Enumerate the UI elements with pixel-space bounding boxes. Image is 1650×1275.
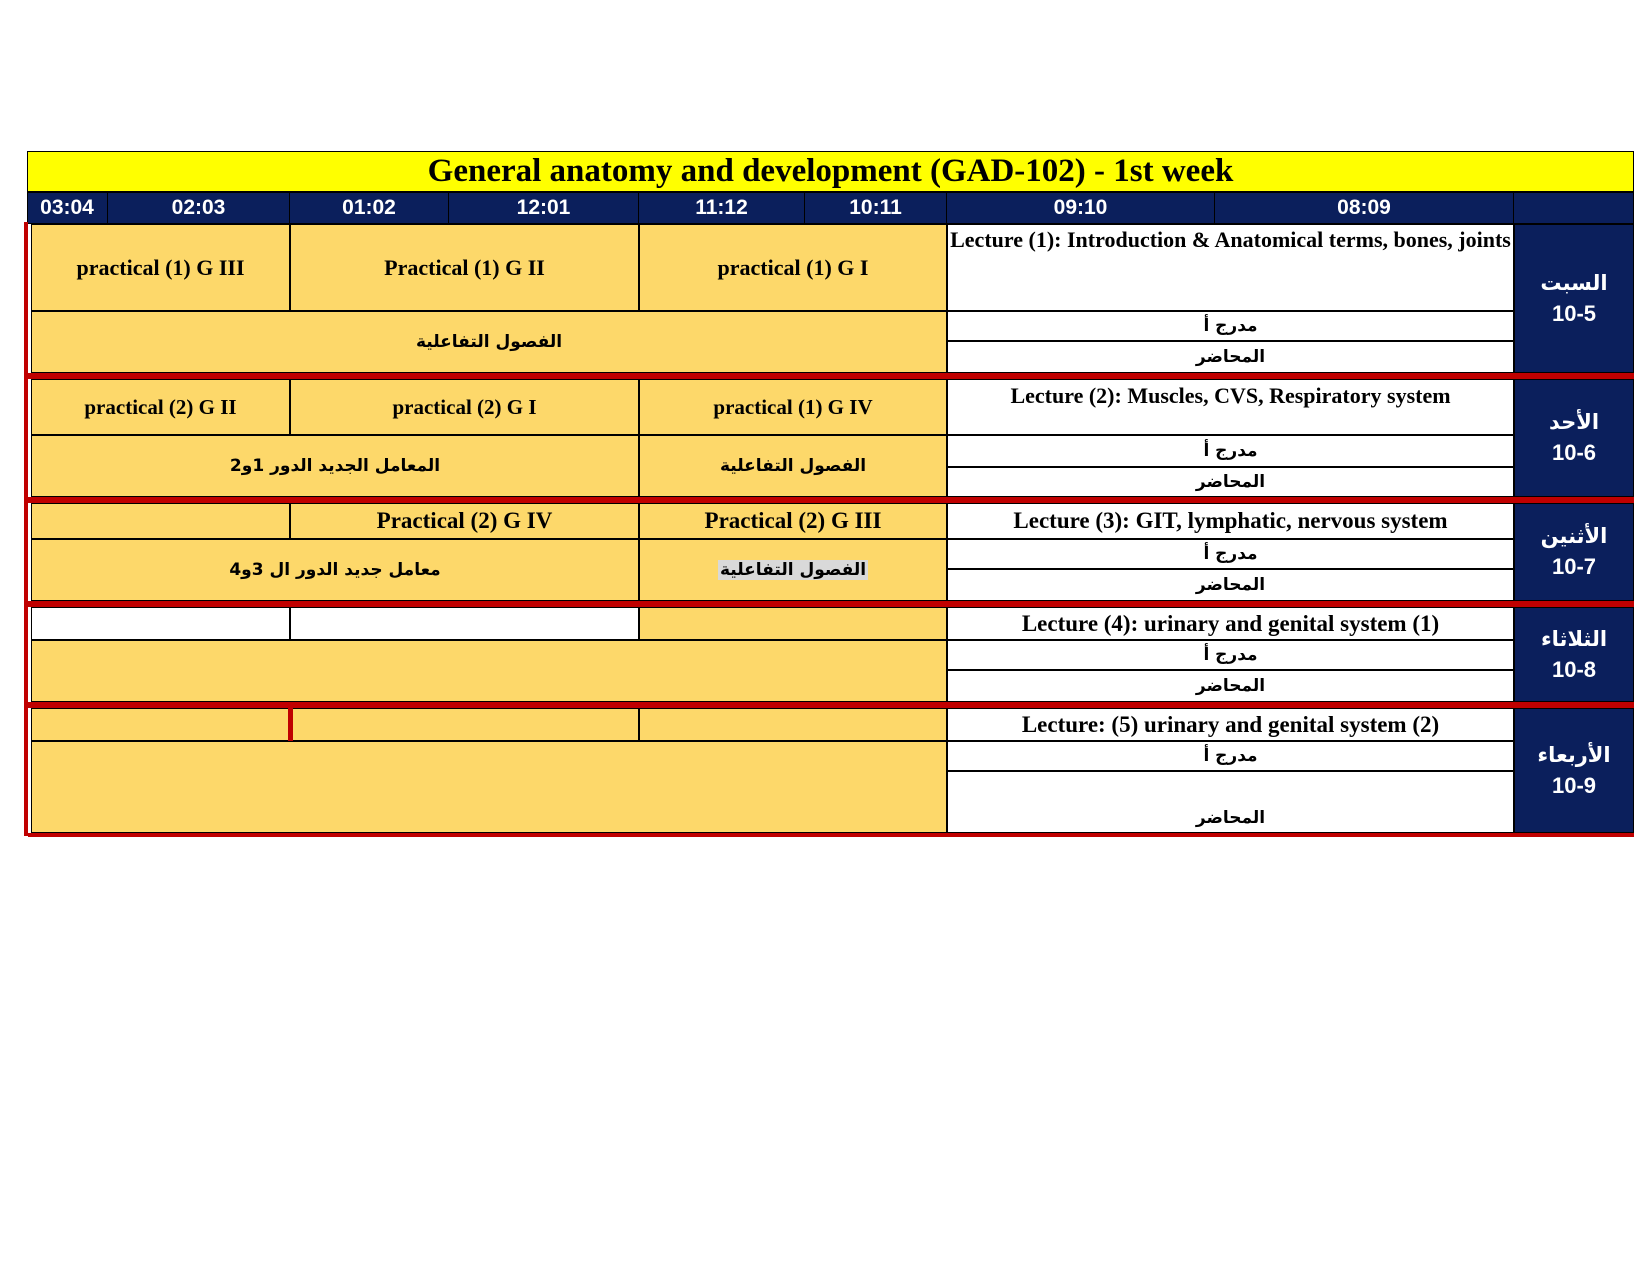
day-date: 10-5 [1551,300,1597,326]
location-cell [639,539,947,601]
day-header-blank [1514,192,1634,224]
left-red-border [24,222,28,836]
row-separator [28,373,1634,379]
empty-cell [31,708,290,741]
cell-red-mark [288,706,293,741]
day-name: الأحد [1548,410,1600,434]
time-slot-header: 10:11 [805,192,947,224]
practical-cell: Practical (2) G III [639,503,947,539]
lecture-cell: Lecture (1): Introduction & Anatomical terms, bones, joints [947,224,1514,311]
day-cell [1514,708,1634,833]
day-date: 10-9 [1551,772,1597,798]
practical-cell [31,503,290,539]
row-separator [28,497,1634,503]
schedule-title: General anatomy and development (GAD-102) - 1st week [27,151,1634,192]
lecture-hall: مدرج أ [947,741,1514,771]
practical-cell: Practical (1) G II [290,224,639,311]
lecture-cell: Lecture (3): GIT, lymphatic, nervous system [947,503,1514,539]
day-date: 10-7 [1551,554,1597,579]
day-cell [1514,224,1634,373]
lecture-hall: مدرج أ [947,539,1514,569]
time-slot-header: 03:04 [27,192,108,224]
day-name: الأثنين [1540,524,1608,548]
lecture-hall: مدرج أ [947,311,1514,341]
location-highlight: الفصول التفاعلية [719,560,867,580]
lecture-cell: Lecture: (5) urinary and genital system (2) [947,708,1514,741]
time-slot-header: 11:12 [639,192,805,224]
time-slot-header: 02:03 [108,192,290,224]
location-cell: الفصول التفاعلية [639,435,947,497]
empty-cell [639,607,947,640]
lecturer-label: المحاضر [947,341,1514,373]
lecturer-label: المحاضر [947,569,1514,601]
empty-cell [31,640,947,702]
location-cell: المعامل الجديد الدور 1و2 [31,435,639,497]
time-slot-header: 08:09 [1215,192,1514,224]
time-slot-header: 12:01 [449,192,639,224]
practical-cell: practical (2) G I [290,379,639,435]
practical-cell: practical (1) G I [639,224,947,311]
lecture-hall: مدرج أ [947,435,1514,467]
practical-cell: practical (2) G II [31,379,290,435]
day-date: 10-6 [1551,440,1597,465]
lecturer-label: المحاضر [947,467,1514,497]
practical-cell: practical (1) G III [31,224,290,311]
empty-cell [31,607,290,640]
day-name: السبت [1540,270,1608,295]
time-slot-header: 01:02 [290,192,449,224]
lecturer-label: المحاضر [947,670,1514,702]
row-separator [28,702,1634,708]
practical-cell: practical (1) G IV [639,379,947,435]
row-separator [28,601,1634,607]
empty-cell [31,741,947,833]
day-cell [1514,379,1634,497]
practical-cell: Practical (2) G IV [290,503,639,539]
day-name: الأربعاء [1537,742,1611,767]
day-cell [1514,607,1634,702]
empty-cell [639,708,947,741]
empty-cell [290,607,639,640]
lecture-cell: Lecture (2): Muscles, CVS, Respiratory system [947,379,1514,435]
location-cell: معامل جديد الدور ال 3و4 [31,539,639,601]
day-cell [1514,503,1634,601]
location-cell: الفصول التفاعلية [31,311,947,373]
time-slot-header: 09:10 [947,192,1215,224]
lecture-hall: مدرج أ [947,640,1514,670]
day-name: الثلاثاء [1540,626,1608,651]
empty-cell [290,708,639,741]
lecture-cell: Lecture (4): urinary and genital system (1) [947,607,1514,640]
day-date: 10-8 [1551,656,1597,682]
row-separator [28,833,1634,837]
lecturer-label: المحاضر [947,771,1514,833]
